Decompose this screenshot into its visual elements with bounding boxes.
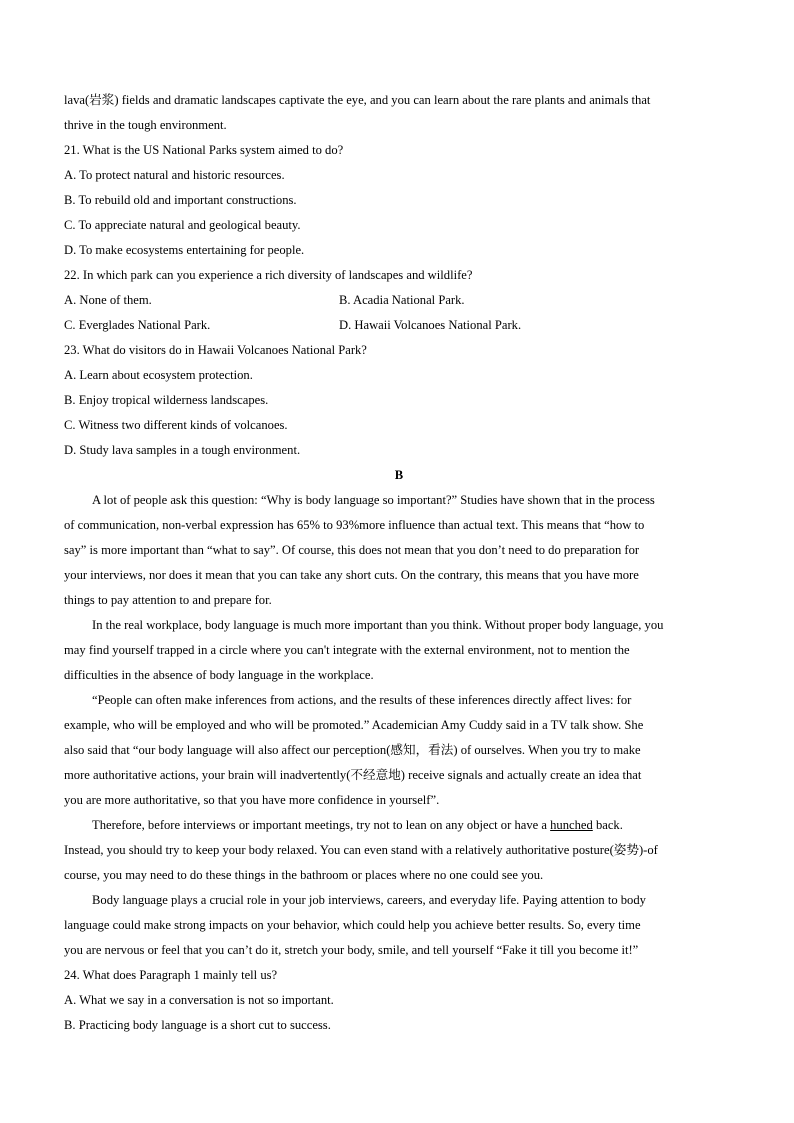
text-line: may find yourself trapped in a circle where you can't integrate with the external environment, not to mention the [64, 643, 630, 657]
option-a: A. To protect natural and historic resources. [64, 168, 285, 182]
text-line: things to pay attention to and prepare for. [64, 593, 272, 607]
passage-b-paragraph-3 [64, 688, 734, 813]
text-line: language could make strong impacts on your behavior, which could help you achieve better results. So, every time [64, 918, 641, 932]
text-segment: Therefore, before interviews or important meetings, try not to lean on any object or have a [92, 818, 547, 832]
text-line: A lot of people ask this question: “Why is body language so important?” Studies have shown that in the process [92, 493, 655, 507]
text-line: of communication, non-verbal expression has 65% to 93%more influence than actual text. This means that “how to [64, 518, 645, 532]
text-line: In the real workplace, body language is much more important than you think. Without proper body language, you [92, 618, 664, 632]
question-21 [64, 138, 734, 263]
option-a: A. What we say in a conversation is not so important. [64, 993, 334, 1007]
question-23 [64, 338, 734, 463]
text-line: Instead, you should try to keep your body relaxed. You can even stand with a relatively authoritative posture(姿势)-of [64, 843, 658, 857]
question-stem: 22. In which park can you experience a rich diversity of landscapes and wildlife? [64, 268, 473, 282]
option-d: D. Hawaii Volcanoes National Park. [339, 318, 522, 332]
text-line: lava(岩浆) fields and dramatic landscapes captivate the eye, and you can learn about the rare plants and animals that [64, 93, 651, 107]
option-b: B. To rebuild old and important constructions. [64, 193, 297, 207]
question-24 [64, 963, 734, 1038]
text-line: “People can often make inferences from actions, and the results of these inferences directly affect lives: for [92, 693, 632, 707]
option-c: C. To appreciate natural and geological beauty. [64, 218, 301, 232]
text-line: thrive in the tough environment. [64, 118, 227, 132]
text-line: you are nervous or feel that you can’t do it, stretch your body, smile, and tell yourself “Fake it till you become it!” [64, 943, 639, 957]
option-a: A. None of them. [64, 293, 152, 307]
option-a: A. Learn about ecosystem protection. [64, 368, 253, 382]
question-22 [64, 263, 734, 338]
text-line [64, 813, 734, 838]
passage-b-paragraph-1 [64, 488, 734, 613]
passage-b-paragraph-5 [64, 888, 734, 963]
text-line: Body language plays a crucial role in your job interviews, careers, and everyday life. Paying attention to body [92, 893, 646, 907]
question-stem: 24. What does Paragraph 1 mainly tell us? [64, 968, 278, 982]
text-line: also said that “our body language will also affect our perception(感知，看法) of ourselves. When you try to make [64, 743, 641, 757]
exam-page [64, 88, 734, 1038]
options-row [64, 288, 734, 313]
option-d: D. Study lava samples in a tough environment. [64, 443, 301, 457]
option-c: C. Witness two different kinds of volcanoes. [64, 418, 288, 432]
text-line: more authoritative actions, your brain will inadvertently(不经意地) receive signals and actually create an idea that [64, 768, 642, 782]
question-stem: 21. What is the US National Parks system aimed to do? [64, 143, 344, 157]
option-c: C. Everglades National Park. [64, 318, 211, 332]
text-segment: back. [595, 818, 623, 832]
passage-a-tail [64, 88, 734, 138]
option-b: B. Practicing body language is a short cut to success. [64, 1018, 331, 1032]
underlined-word: hunched [550, 818, 593, 832]
options-row [64, 313, 734, 338]
passage-b-paragraph-4 [64, 813, 734, 888]
text-line: your interviews, nor does it mean that you can take any short cuts. On the contrary, this means that you have more [64, 568, 639, 582]
section-b-heading: B [394, 468, 404, 482]
option-b: B. Acadia National Park. [339, 293, 465, 307]
text-line: difficulties in the absence of body language in the workplace. [64, 668, 374, 682]
text-line: example, who will be employed and who will be promoted.” Academician Amy Cuddy said in a TV talk show. She [64, 718, 644, 732]
option-d: D. To make ecosystems entertaining for people. [64, 243, 305, 257]
option-b: B. Enjoy tropical wilderness landscapes. [64, 393, 269, 407]
question-stem: 23. What do visitors do in Hawaii Volcanoes National Park? [64, 343, 367, 357]
text-line: say” is more important than “what to say”. Of course, this does not mean that you don’t need to do preparation for [64, 543, 640, 557]
passage-b-paragraph-2 [64, 613, 734, 688]
text-line: course, you may need to do these things in the bathroom or places where no one could see you. [64, 868, 544, 882]
text-line: you are more authoritative, so that you have more confidence in yourself”. [64, 793, 440, 807]
